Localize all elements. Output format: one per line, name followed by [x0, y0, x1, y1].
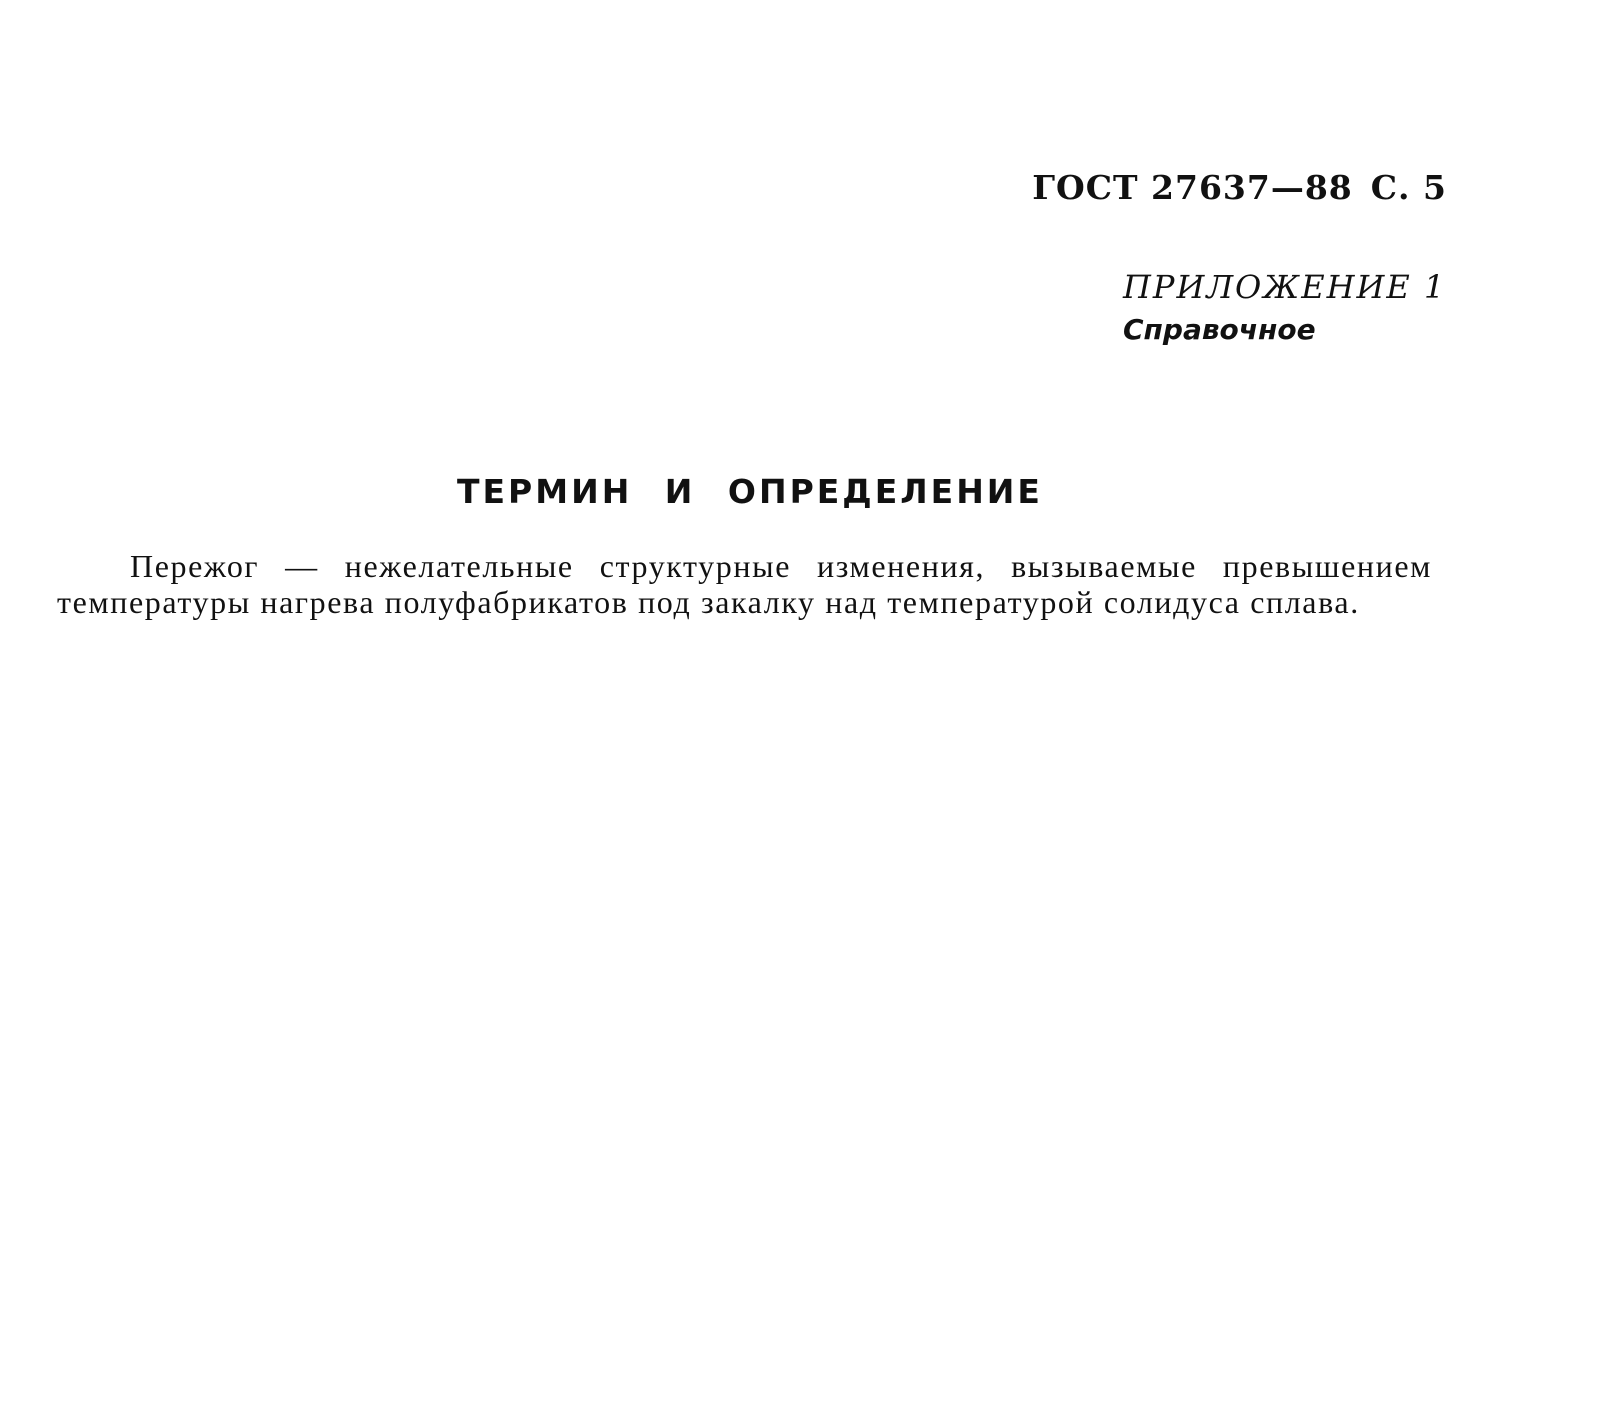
appendix-kind: Справочное	[1123, 313, 1316, 346]
page-header	[1032, 168, 1447, 207]
section-title: ТЕРМИН И ОПРЕДЕЛЕНИЕ	[457, 472, 1043, 511]
standard-number: ГОСТ 27637—88	[1032, 168, 1353, 207]
definition-paragraph: Пережог — нежелательные структурные изменения, вызываемые превышением температуры нагрева полуфабрикатов под закалку над температурой солидуса сплава.	[57, 548, 1432, 620]
appendix-label: ПРИЛОЖЕНИЕ 1	[1123, 268, 1447, 306]
appendix-block	[1123, 268, 1446, 350]
page-number: С. 5	[1370, 168, 1447, 207]
